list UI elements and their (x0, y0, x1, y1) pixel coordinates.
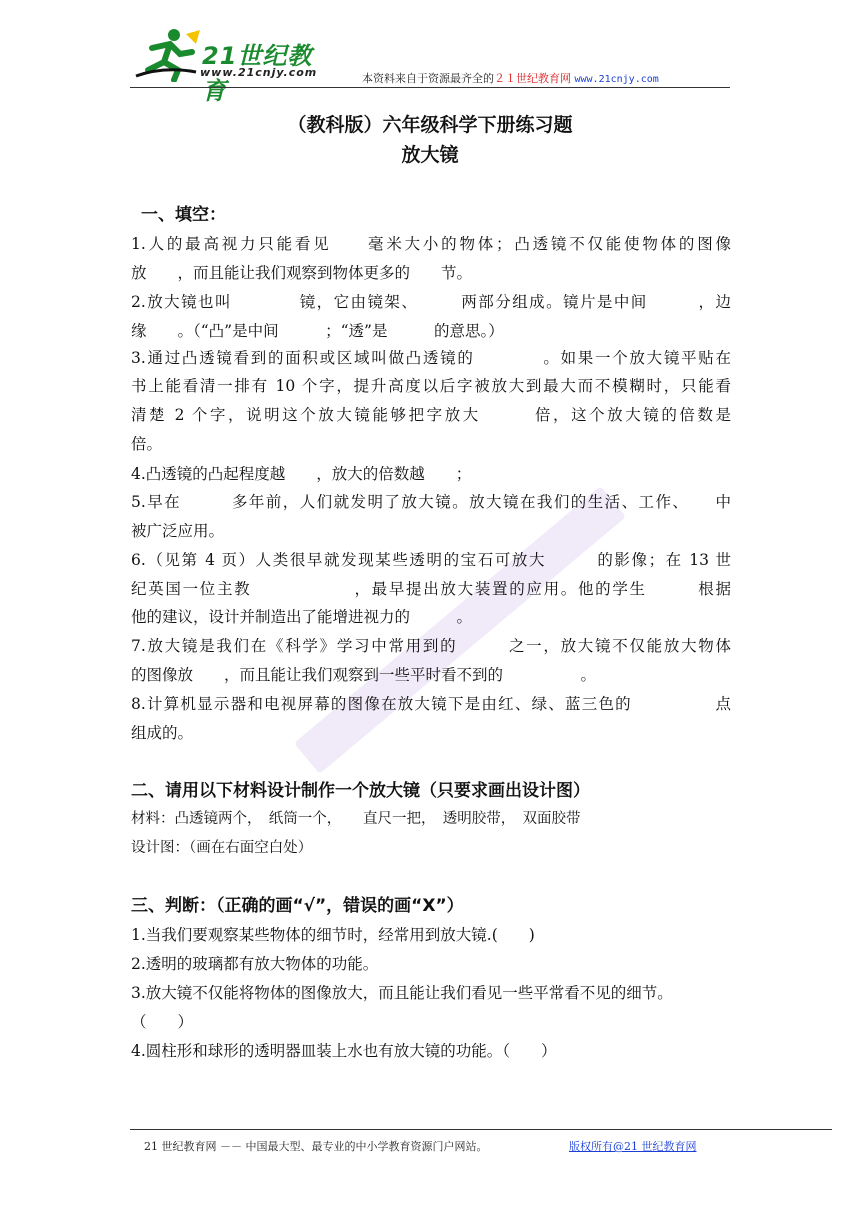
section1-line: 被广泛应用。 (131, 522, 225, 540)
page-header (130, 26, 730, 105)
section1-line: 8.计算机显示器和电视屏幕的图像在放大镜下是由红、绿、蓝三色的 点 (131, 695, 731, 713)
section3-line: （ ） (131, 1013, 194, 1031)
footer-divider (130, 1129, 832, 1130)
section1-line: 4.凸透镜的凸起程度越 ，放大的倍数越 ； (131, 465, 472, 483)
header-site-link[interactable]: ２１世纪教育网 (494, 72, 571, 85)
section2-design: 设计图：（画在右面空白处） (131, 840, 313, 856)
page-subtitle: 放大镜 (401, 144, 459, 166)
section1-line: 倍。 (131, 435, 163, 453)
section1-line: 2.放大镜也叫 镜，它由镜架、 两部分组成。镜片是中间 ，边 (131, 293, 731, 311)
logo-url: www.21cnjy.com (200, 66, 318, 79)
runner-logo-icon (134, 26, 204, 82)
section1-line: 7.放大镜是我们在《科学》学习中常用到的 之一，放大镜不仅能放大物体 (131, 637, 731, 655)
section1-line: 5.早在 多年前，人们就发明了放大镜。放大镜在我们的生活、工作、 中 (131, 493, 731, 511)
footer-copyright-link[interactable]: 版权所有@21 世纪教育网 (569, 1140, 697, 1153)
section1-line: 他的建议，设计并制造出了能增进视力的 。 (131, 608, 473, 626)
logo-text: 21世纪教育 (202, 42, 313, 105)
section3-line: 1.当我们要观察某些物体的细节时，经常用到放大镜.( ) (131, 926, 535, 944)
header-note (362, 70, 659, 86)
header-note-prefix: 本资料来自于资源最齐全的 (362, 72, 494, 85)
section3-line: 4.圆柱形和球形的透明器皿装上水也有放大镜的功能。（ ） (131, 1042, 557, 1060)
section2-heading: 二、请用以下材料设计制作一个放大镜（只要求画出设计图） (131, 781, 590, 801)
section1-line: 清楚 2 个字，说明这个放大镜能够把字放大 倍，这个放大镜的倍数是 (131, 406, 731, 424)
section1-line: 书上能看清一排有 10 个字，提升高度以后字被放大到最大而不模糊时，只能看 (131, 377, 731, 395)
section1-line: 的图像放 ，而且能让我们观察到一些平时看不到的 。 (131, 666, 597, 684)
section3-line: 3.放大镜不仅能将物体的图像放大，而且能让我们看见一些平常看不见的细节。 (131, 984, 673, 1002)
section3-line: 2.透明的玻璃都有放大物体的功能。 (131, 955, 379, 973)
section2-materials: 材料：凸透镜两个， 纸筒一个， 直尺一把， 透明胶带， 双面胶带 (131, 811, 581, 827)
section1-line: 3.通过凸透镜看到的面积或区域叫做凸透镜的 。如果一个放大镜平贴在 (131, 349, 731, 367)
section1-heading: 一、填空： (141, 205, 226, 225)
header-divider (130, 87, 730, 88)
page-title: （教科版）六年级科学下册练习题 (287, 114, 573, 136)
header-url-link[interactable]: www.21cnjy.com (574, 74, 659, 85)
section1-line: 放 ，而且能让我们观察到物体更多的 节。 (131, 264, 473, 282)
section1-line: 组成的。 (131, 724, 194, 742)
section1-line: 纪英国一位主教 ，最早提出放大装置的应用。他的学生 根据 (131, 580, 731, 598)
footer-text: 21 世纪教育网 －－ 中国最大型、最专业的中小学教育资源门户网站。 (144, 1140, 488, 1153)
section1-line: 1.人的最高视力只能看见 毫米大小的物体；凸透镜不仅能使物体的图像 (131, 235, 731, 253)
section1-line: 缘 。（“凸”是中间 ；“透”是 的意思。） (131, 322, 504, 340)
section3-heading: 三、判断：（正确的画“√”，错误的画“X”） (131, 896, 464, 916)
site-logo (134, 26, 334, 105)
section1-line: 6.（见第 4 页）人类很早就发现某些透明的宝石可放大 的影像；在 13 世 (131, 551, 731, 569)
